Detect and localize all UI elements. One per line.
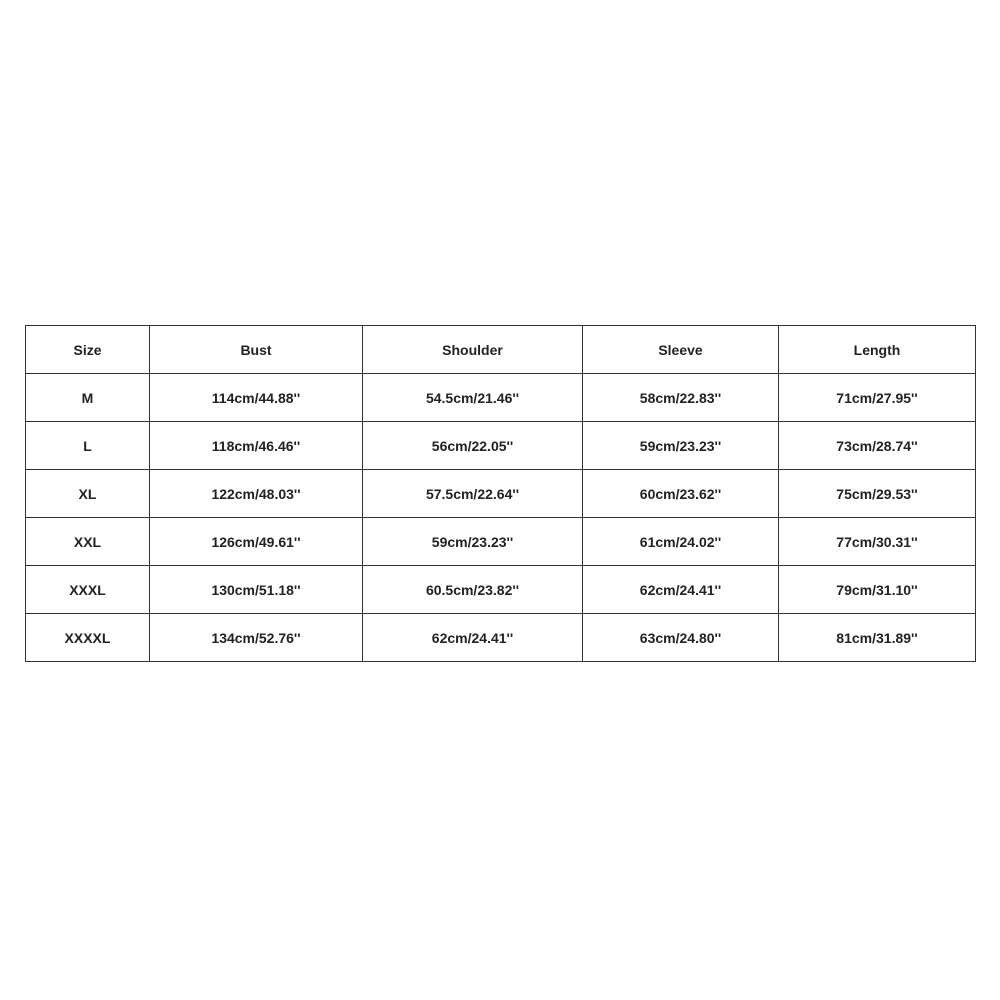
cell-size: XL: [26, 470, 150, 518]
cell-bust: 126cm/49.61'': [150, 518, 363, 566]
cell-length: 81cm/31.89'': [779, 614, 976, 662]
cell-shoulder: 59cm/23.23'': [363, 518, 583, 566]
cell-size: XXXXL: [26, 614, 150, 662]
cell-sleeve: 61cm/24.02'': [583, 518, 779, 566]
cell-length: 79cm/31.10'': [779, 566, 976, 614]
cell-shoulder: 62cm/24.41'': [363, 614, 583, 662]
cell-bust: 118cm/46.46'': [150, 422, 363, 470]
table-row: [26, 470, 976, 518]
header-shoulder: Shoulder: [363, 326, 583, 374]
header-bust: Bust: [150, 326, 363, 374]
cell-size: L: [26, 422, 150, 470]
cell-sleeve: 58cm/22.83'': [583, 374, 779, 422]
size-chart-table: [25, 325, 976, 662]
cell-bust: 130cm/51.18'': [150, 566, 363, 614]
cell-bust: 114cm/44.88'': [150, 374, 363, 422]
cell-size: XXL: [26, 518, 150, 566]
table-row: [26, 518, 976, 566]
cell-length: 77cm/30.31'': [779, 518, 976, 566]
cell-length: 71cm/27.95'': [779, 374, 976, 422]
cell-sleeve: 63cm/24.80'': [583, 614, 779, 662]
table-row: [26, 566, 976, 614]
header-sleeve: Sleeve: [583, 326, 779, 374]
table-row: [26, 614, 976, 662]
header-length: Length: [779, 326, 976, 374]
cell-shoulder: 57.5cm/22.64'': [363, 470, 583, 518]
table-header-row: [26, 326, 976, 374]
cell-shoulder: 56cm/22.05'': [363, 422, 583, 470]
cell-shoulder: 54.5cm/21.46'': [363, 374, 583, 422]
cell-shoulder: 60.5cm/23.82'': [363, 566, 583, 614]
cell-size: M: [26, 374, 150, 422]
cell-length: 73cm/28.74'': [779, 422, 976, 470]
cell-sleeve: 62cm/24.41'': [583, 566, 779, 614]
table-row: [26, 422, 976, 470]
table-row: [26, 374, 976, 422]
cell-length: 75cm/29.53'': [779, 470, 976, 518]
cell-size: XXXL: [26, 566, 150, 614]
header-size: Size: [26, 326, 150, 374]
cell-bust: 122cm/48.03'': [150, 470, 363, 518]
cell-sleeve: 60cm/23.62'': [583, 470, 779, 518]
cell-sleeve: 59cm/23.23'': [583, 422, 779, 470]
cell-bust: 134cm/52.76'': [150, 614, 363, 662]
